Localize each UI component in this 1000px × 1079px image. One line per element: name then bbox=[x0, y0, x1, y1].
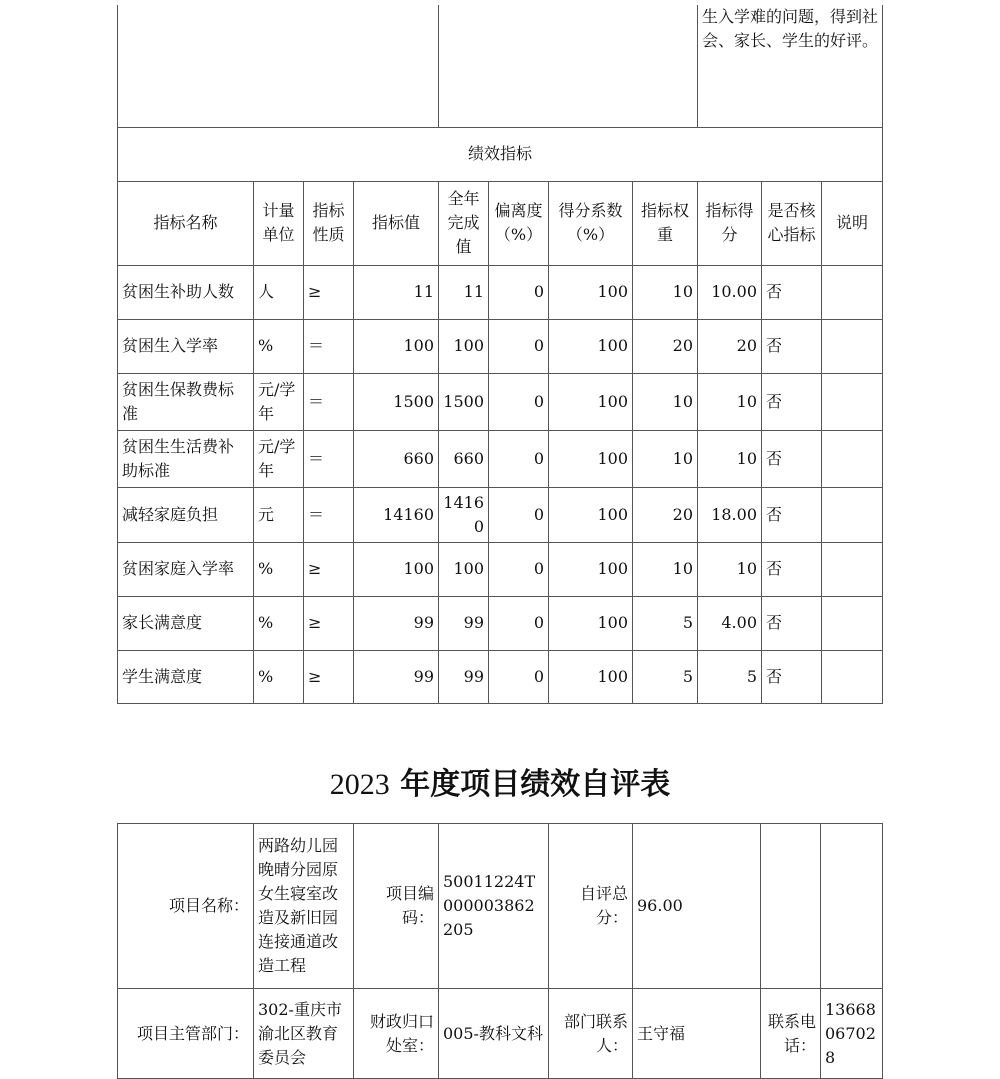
indicator-core: 否 bbox=[762, 319, 822, 373]
finance-office-label: 财政归口处室： bbox=[354, 989, 439, 1079]
indicator-weight: 10 bbox=[633, 542, 698, 596]
indicator-score: 10 bbox=[698, 430, 762, 487]
indicator-name: 贫困生入学率 bbox=[118, 319, 254, 373]
indicator-value: 14160 bbox=[354, 487, 439, 542]
finance-office-value: 005-教科文科 bbox=[439, 989, 549, 1079]
indicator-actual: 99 bbox=[439, 596, 489, 650]
indicator-coef: 100 bbox=[549, 430, 633, 487]
indicator-deviation: 0 bbox=[489, 542, 549, 596]
indicator-weight: 10 bbox=[633, 373, 698, 430]
indicator-value: 100 bbox=[354, 319, 439, 373]
document-title-year: 2023 bbox=[329, 768, 390, 801]
indicator-section-title-row bbox=[118, 127, 883, 181]
indicator-score: 4.00 bbox=[698, 596, 762, 650]
indicator-score: 10.00 bbox=[698, 265, 762, 319]
contact-person-label: 部门联系人： bbox=[549, 989, 633, 1079]
indicator-name: 学生满意度 bbox=[118, 650, 254, 703]
indicator-row bbox=[118, 596, 883, 650]
header-cell: 得分系数（%） bbox=[549, 181, 633, 265]
indicator-note bbox=[822, 319, 883, 373]
department-row bbox=[118, 989, 883, 1079]
self-score-label: 自评总分： bbox=[549, 824, 633, 989]
indicator-coef: 100 bbox=[549, 319, 633, 373]
indicator-row bbox=[118, 487, 883, 542]
indicator-nature: ＝ bbox=[304, 430, 354, 487]
phone-value: 13668067028 bbox=[821, 989, 883, 1079]
indicator-nature: ≥ bbox=[304, 542, 354, 596]
header-cell: 是否核心指标 bbox=[762, 181, 822, 265]
document-title bbox=[0, 765, 1000, 805]
indicator-core: 否 bbox=[762, 487, 822, 542]
indicator-row bbox=[118, 265, 883, 319]
header-cell: 指标得分 bbox=[698, 181, 762, 265]
indicator-weight: 5 bbox=[633, 650, 698, 703]
indicator-section-title: 绩效指标 bbox=[118, 127, 883, 181]
empty-cell bbox=[821, 824, 883, 989]
empty-cell bbox=[118, 5, 439, 127]
header-cell: 指标性质 bbox=[304, 181, 354, 265]
indicator-deviation: 0 bbox=[489, 373, 549, 430]
header-cell: 全年完成值 bbox=[439, 181, 489, 265]
indicator-core: 否 bbox=[762, 265, 822, 319]
indicator-coef: 100 bbox=[549, 596, 633, 650]
indicator-score: 20 bbox=[698, 319, 762, 373]
indicator-core: 否 bbox=[762, 542, 822, 596]
indicator-row bbox=[118, 319, 883, 373]
empty-cell bbox=[439, 5, 698, 127]
header-cell: 指标权重 bbox=[633, 181, 698, 265]
indicator-nature: ≥ bbox=[304, 596, 354, 650]
indicator-unit: % bbox=[254, 542, 304, 596]
indicator-value: 660 bbox=[354, 430, 439, 487]
header-cell: 指标值 bbox=[354, 181, 439, 265]
indicator-name: 贫困家庭入学率 bbox=[118, 542, 254, 596]
indicator-value: 99 bbox=[354, 596, 439, 650]
indicator-header-row bbox=[118, 181, 883, 265]
indicator-row bbox=[118, 650, 883, 703]
indicator-note bbox=[822, 265, 883, 319]
indicator-unit: 元/学年 bbox=[254, 373, 304, 430]
project-code-value: 50011224T000003862205 bbox=[439, 824, 549, 989]
indicator-row bbox=[118, 430, 883, 487]
indicator-nature: ≥ bbox=[304, 265, 354, 319]
note-text-cell: 生入学难的问题，得到社会、家长、学生的好评。 bbox=[698, 5, 883, 127]
indicator-score: 10 bbox=[698, 542, 762, 596]
indicator-core: 否 bbox=[762, 650, 822, 703]
indicator-deviation: 0 bbox=[489, 596, 549, 650]
indicator-row bbox=[118, 542, 883, 596]
header-cell: 计量单位 bbox=[254, 181, 304, 265]
performance-indicator-table bbox=[117, 5, 883, 704]
indicator-note bbox=[822, 596, 883, 650]
indicator-unit: 元/学年 bbox=[254, 430, 304, 487]
document-title-text: 年度项目绩效自评表 bbox=[400, 767, 671, 802]
top-continuation-row bbox=[118, 5, 883, 127]
indicator-actual: 99 bbox=[439, 650, 489, 703]
indicator-core: 否 bbox=[762, 596, 822, 650]
project-name-row bbox=[118, 824, 883, 989]
department-label: 项目主管部门： bbox=[118, 989, 254, 1079]
indicator-score: 18.00 bbox=[698, 487, 762, 542]
header-cell: 说明 bbox=[822, 181, 883, 265]
indicator-row bbox=[118, 373, 883, 430]
indicator-weight: 10 bbox=[633, 430, 698, 487]
indicator-coef: 100 bbox=[549, 487, 633, 542]
indicator-unit: % bbox=[254, 319, 304, 373]
indicator-actual: 1500 bbox=[439, 373, 489, 430]
header-cell: 偏离度（%） bbox=[489, 181, 549, 265]
indicator-value: 1500 bbox=[354, 373, 439, 430]
header-cell: 指标名称 bbox=[118, 181, 254, 265]
empty-cell bbox=[761, 824, 821, 989]
indicator-deviation: 0 bbox=[489, 319, 549, 373]
indicator-note bbox=[822, 373, 883, 430]
indicator-unit: % bbox=[254, 596, 304, 650]
indicator-unit: % bbox=[254, 650, 304, 703]
indicator-weight: 20 bbox=[633, 487, 698, 542]
indicator-actual: 100 bbox=[439, 319, 489, 373]
indicator-actual: 100 bbox=[439, 542, 489, 596]
indicator-unit: 人 bbox=[254, 265, 304, 319]
indicator-coef: 100 bbox=[549, 650, 633, 703]
indicator-core: 否 bbox=[762, 373, 822, 430]
project-info-table bbox=[117, 823, 883, 1079]
indicator-actual: 11 bbox=[439, 265, 489, 319]
indicator-core: 否 bbox=[762, 430, 822, 487]
indicator-name: 贫困生保教费标准 bbox=[118, 373, 254, 430]
indicator-deviation: 0 bbox=[489, 650, 549, 703]
indicator-deviation: 0 bbox=[489, 430, 549, 487]
indicator-weight: 20 bbox=[633, 319, 698, 373]
indicator-note bbox=[822, 487, 883, 542]
indicator-note bbox=[822, 542, 883, 596]
indicator-value: 100 bbox=[354, 542, 439, 596]
indicator-unit: 元 bbox=[254, 487, 304, 542]
indicator-deviation: 0 bbox=[489, 487, 549, 542]
indicator-name: 贫困生生活费补助标准 bbox=[118, 430, 254, 487]
indicator-score: 5 bbox=[698, 650, 762, 703]
indicator-score: 10 bbox=[698, 373, 762, 430]
indicator-name: 家长满意度 bbox=[118, 596, 254, 650]
indicator-name: 贫困生补助人数 bbox=[118, 265, 254, 319]
indicator-nature: ＝ bbox=[304, 373, 354, 430]
self-score-value: 96.00 bbox=[633, 824, 761, 989]
indicator-note bbox=[822, 430, 883, 487]
indicator-deviation: 0 bbox=[489, 265, 549, 319]
indicator-coef: 100 bbox=[549, 373, 633, 430]
phone-label: 联系电话： bbox=[761, 989, 821, 1079]
indicator-actual: 14160 bbox=[439, 487, 489, 542]
indicator-weight: 5 bbox=[633, 596, 698, 650]
indicator-value: 99 bbox=[354, 650, 439, 703]
indicator-name: 减轻家庭负担 bbox=[118, 487, 254, 542]
indicator-note bbox=[822, 650, 883, 703]
project-name-label: 项目名称： bbox=[118, 824, 254, 989]
project-code-label: 项目编码： bbox=[354, 824, 439, 989]
indicator-value: 11 bbox=[354, 265, 439, 319]
project-name-value: 两路幼儿园晚晴分园原女生寝室改造及新旧园连接通道改造工程 bbox=[254, 824, 354, 989]
indicator-nature: ≥ bbox=[304, 650, 354, 703]
indicator-nature: ＝ bbox=[304, 487, 354, 542]
contact-person-value: 王守福 bbox=[633, 989, 761, 1079]
indicator-coef: 100 bbox=[549, 265, 633, 319]
indicator-nature: ＝ bbox=[304, 319, 354, 373]
department-value: 302-重庆市渝北区教育委员会 bbox=[254, 989, 354, 1079]
indicator-weight: 10 bbox=[633, 265, 698, 319]
indicator-coef: 100 bbox=[549, 542, 633, 596]
indicator-actual: 660 bbox=[439, 430, 489, 487]
